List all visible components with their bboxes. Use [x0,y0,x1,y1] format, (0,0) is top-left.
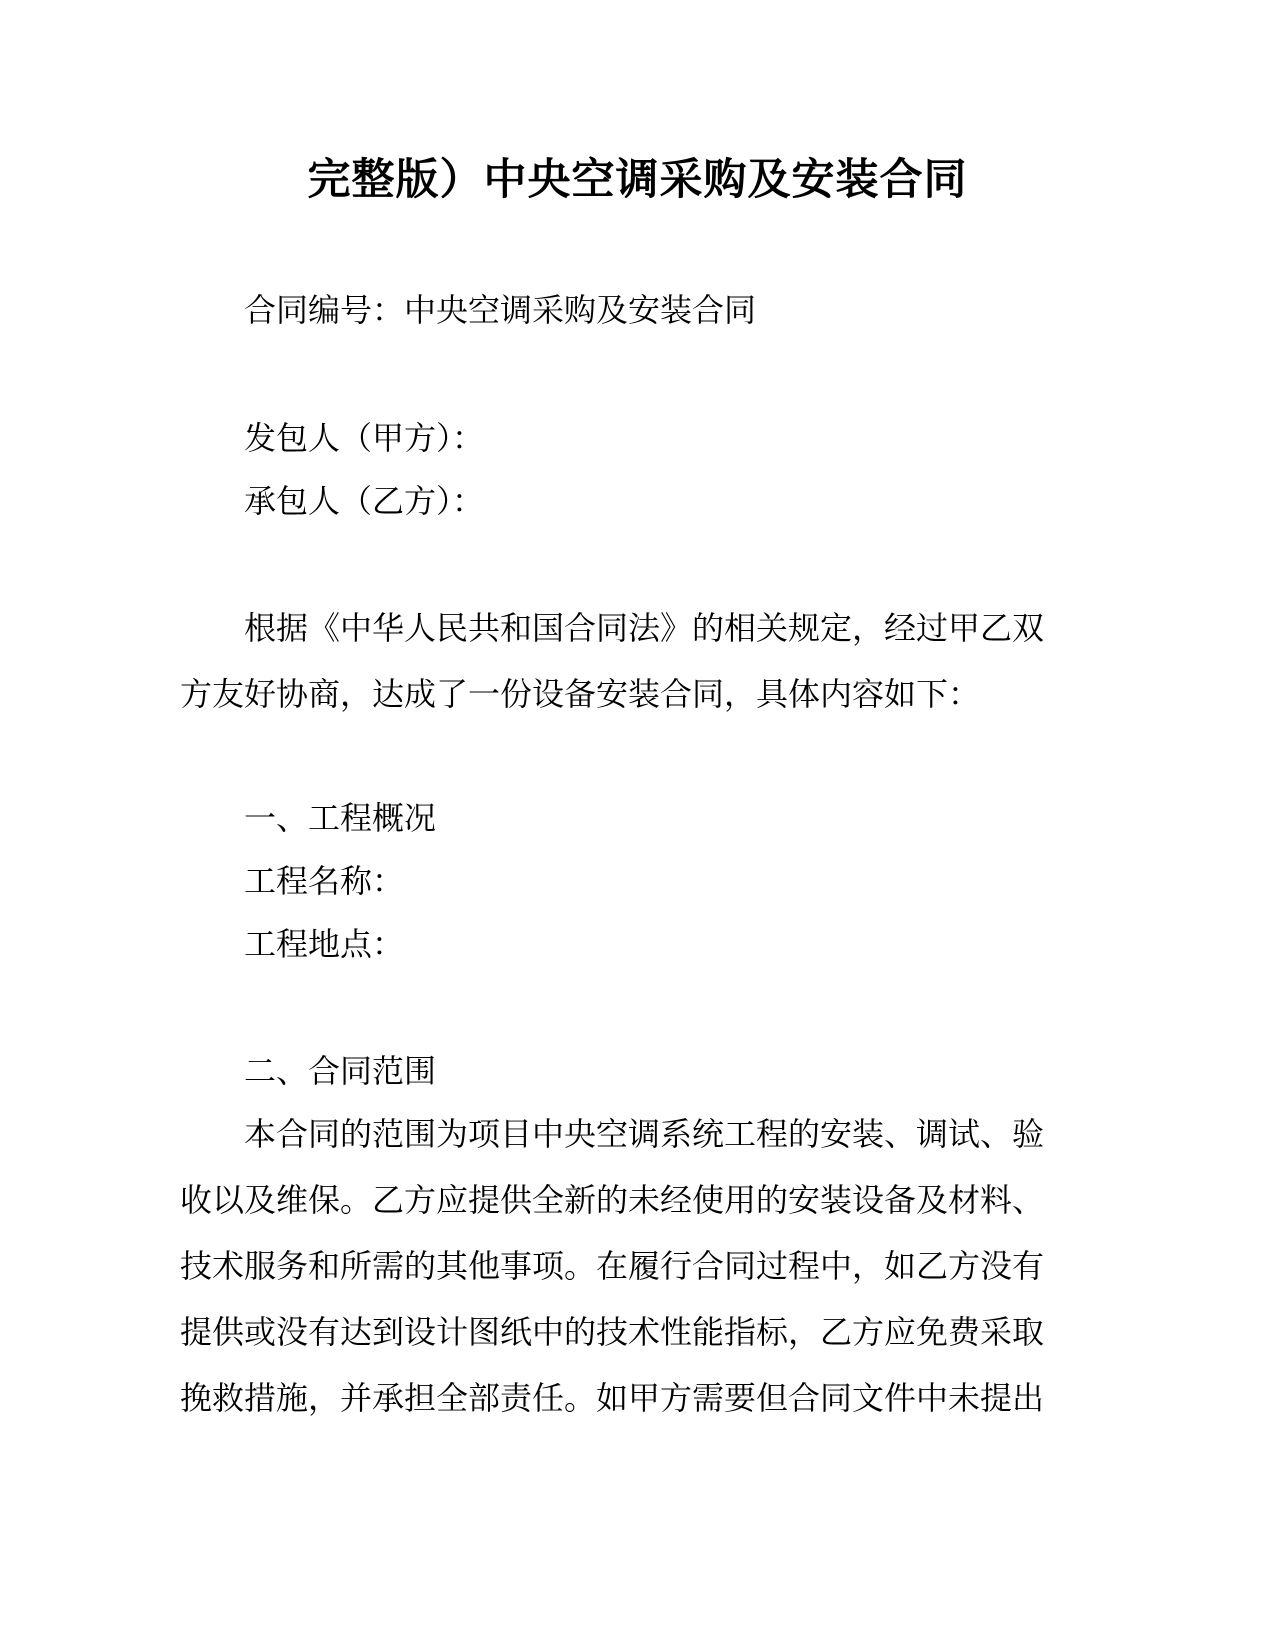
scope-line-3: 技术服务和所需的其他事项。在履行合同过程中，如乙方没有 [180,1247,1045,1285]
contract-number-text: 合同编号：中央空调采购及安装合同 [244,291,757,329]
project-location-label: 工程地点： [244,925,405,963]
section-1-heading: 一、工程概况 [244,799,437,837]
intro-line-1: 根据《中华人民共和国合同法》的相关规定，经过甲乙双 [244,609,1045,647]
section-2-heading: 二、合同范围 [244,1052,437,1090]
scope-line-2: 收以及维保。乙方应提供全新的未经使用的安装设备及材料、 [180,1181,1045,1219]
project-name-line [180,848,1050,914]
party-a-line [180,405,1050,471]
document-title: 完整版）中央空调采购及安装合同 [307,155,968,205]
section-1-heading-line [180,785,1050,851]
scope-line-4: 提供或没有达到设计图纸中的技术性能指标，乙方应免费采取 [180,1313,1045,1351]
intro-line-2: 方友好协商，达成了一份设备安装合同，具体内容如下： [180,675,981,713]
party-b-text: 承包人（乙方）： [244,482,485,520]
scope-line-5: 挽救措施，并承担全部责任。如甲方需要但合同文件中未提出 [180,1379,1045,1417]
scope-paragraph [180,1101,1050,1431]
scope-line-1: 本合同的范围为项目中央空调系统工程的安装、调试、验 [244,1115,1045,1153]
project-name-label: 工程名称： [244,862,405,900]
intro-paragraph [180,595,1050,727]
party-a-text: 发包人（甲方）： [244,419,485,457]
contract-number-line [180,277,1050,343]
section-2-heading-line [180,1038,1050,1104]
project-location-line [180,911,1050,977]
party-b-line [180,468,1050,534]
